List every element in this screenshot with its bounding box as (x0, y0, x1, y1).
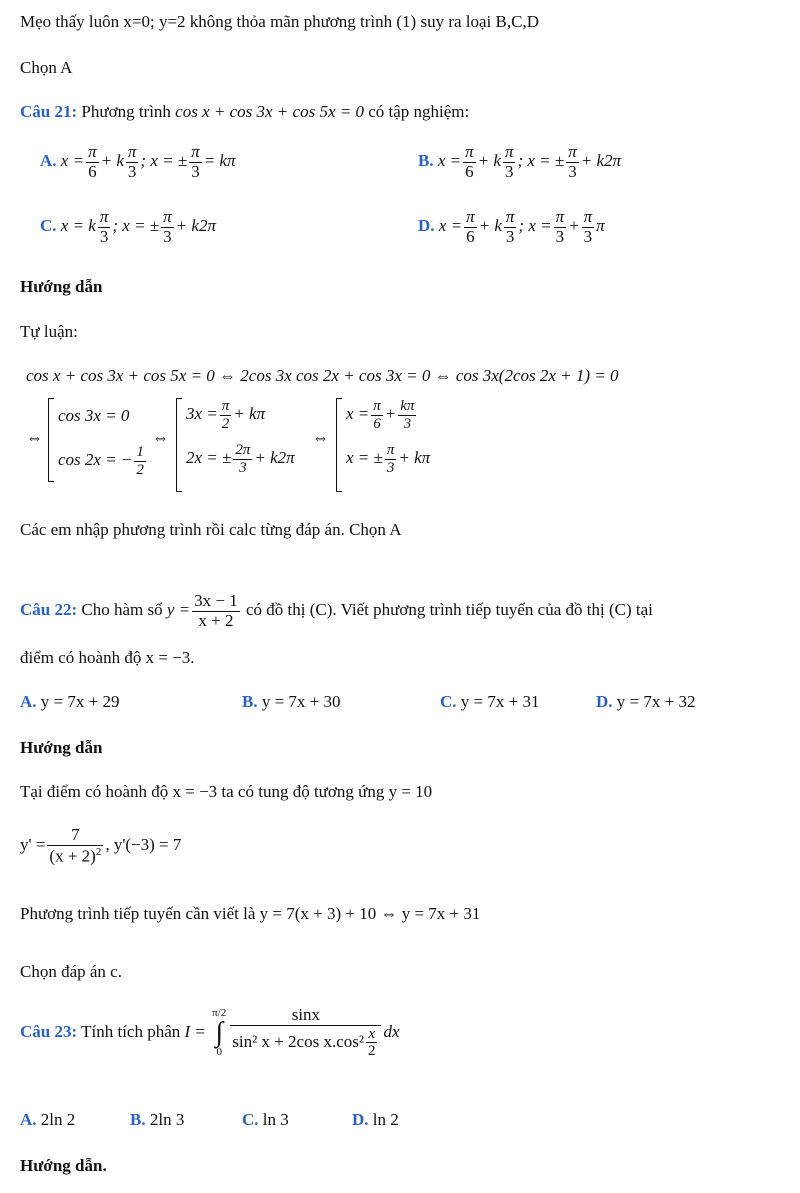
q23-guide-heading: Hướng dẫn. (20, 1156, 107, 1175)
q21-text-after: có tập nghiệm: (368, 102, 470, 121)
q23-option-c[interactable]: C. ln 3 (242, 1110, 289, 1129)
q23-label: Câu 23: (20, 1021, 78, 1041)
q21-option-c[interactable]: C. x = k $\frac{\pi}{3}$ ; x = ± $\frac{\pi}{3}$ + k2π (40, 207, 216, 246)
q22-option-b[interactable]: B. y = 7x + 30 (242, 692, 341, 711)
q22-prompt: Câu 22: Cho hàm số y = $\frac{3x - 1}{x + 2}$ có đồ thị (C). Viết phương trình tiếp tuyến của đồ thị (C) tại (20, 591, 653, 630)
q21-label: Câu 21: (20, 102, 78, 121)
q21-text-before: Phương trình (81, 102, 171, 121)
q22-func-den: x + 2 (198, 610, 234, 630)
q21-equation: cos x + cos 3x + cos 5x = 0 (175, 102, 364, 121)
q21-option-a[interactable]: A. x = $\frac{\pi}{6}$ + k $\frac{\pi}{3}$ ; x = ± $\frac{\pi}{3}$ = kπ (40, 142, 236, 181)
q23-option-a[interactable]: A. 2ln 2 (20, 1110, 76, 1129)
q22-func-num: 3x − 1 (194, 591, 238, 610)
sys3-line-b: x = ± $\frac{\pi}{3}$ + kπ (346, 442, 431, 476)
choose-a-text: Chọn A (20, 58, 73, 77)
q22-step1: Tại điểm có hoành độ x = −3 ta có tung độ tương ứng y = 10 (20, 782, 433, 801)
q21-conclusion: Các em nhập phương trình rồi calc từng đáp án. Chọn A (20, 520, 402, 539)
equiv-symbol-3: ⇔ (312, 428, 329, 447)
q22-label: Câu 22: (20, 600, 78, 620)
q23-denominator: sin² x + 2cos x.cos² (232, 1031, 364, 1051)
q21-option-b[interactable]: B. x = $\frac{\pi}{6}$ + k $\frac{\pi}{3}$ ; x = ± $\frac{\pi}{3}$ + k2π (418, 142, 622, 181)
tip-text: Mẹo thấy luôn x=0; y=2 không thỏa mãn phương trình (1) suy ra loại B,C,D (20, 12, 539, 31)
sys1-line-a: cos 3x = 0 (58, 406, 130, 425)
bracket-3 (336, 398, 342, 492)
q23-numerator: sinx (230, 1006, 381, 1026)
sys2-line-a: 3x = $\frac{\pi}{2}$ + kπ (186, 398, 266, 432)
q21-solution-line1: cos x + cos 3x + cos 5x = 0 ⇔ 2cos 3x cos 2x + cos 3x = 0 ⇔ cos 3x(2cos 2x + 1) = 0 (26, 366, 619, 385)
q21-option-d[interactable]: D. x = $\frac{\pi}{6}$ + k $\frac{\pi}{3}$ ; x = $\frac{\pi}{3}$ + $\frac{\pi}{3}$ π (418, 207, 605, 246)
q23-option-d[interactable]: D. ln 2 (352, 1110, 399, 1129)
q22-guide-heading: Hướng dẫn (20, 738, 103, 757)
q21-guide-heading: Hướng dẫn (20, 277, 103, 296)
q21-prompt (20, 102, 469, 122)
integral-sign: π/2 ∫ 0 (212, 1006, 227, 1058)
q22-option-c[interactable]: C. y = 7x + 31 (440, 692, 540, 711)
q22-option-a[interactable]: A. y = 7x + 29 (20, 692, 120, 711)
q21-self-solve: Tự luận: (20, 322, 78, 341)
bracket-2 (176, 398, 182, 492)
sys2-line-b: 2x = ± $\frac{2\pi}{3}$ + k2π (186, 442, 295, 476)
equiv-symbol-2: ⇔ (152, 428, 169, 447)
q22-option-d[interactable]: D. y = 7x + 32 (596, 692, 696, 711)
q22-prompt-line2: điểm có hoành độ x = −3. (20, 648, 195, 667)
sys3-line-a: x = $\frac{\pi}{6}$ + $\frac{k\pi}{3}$ (346, 398, 415, 432)
q22-step3: Phương trình tiếp tuyến cần viết là y = 7(x + 3) + 10 ⇔ y = 7x + 31 (20, 904, 481, 923)
bracket-1 (48, 398, 54, 482)
q22-derivative: y' = $\frac{7}{(x + 2)^2}$ , y'(−3) = 7 (20, 825, 182, 866)
sys1-line-b: cos 2x = − $\frac{1}{2}$ (58, 444, 144, 478)
equiv-symbol-1: ⇔ (26, 428, 43, 447)
q23-prompt: Câu 23: Tính tích phân I = π/2 ∫ 0 sinx sin² x + 2cos x.cos² $\frac{x}{2}$ dx (20, 1005, 400, 1060)
q23-option-b[interactable]: B. 2ln 3 (130, 1110, 185, 1129)
q22-answer: Chọn đáp án c. (20, 962, 122, 981)
